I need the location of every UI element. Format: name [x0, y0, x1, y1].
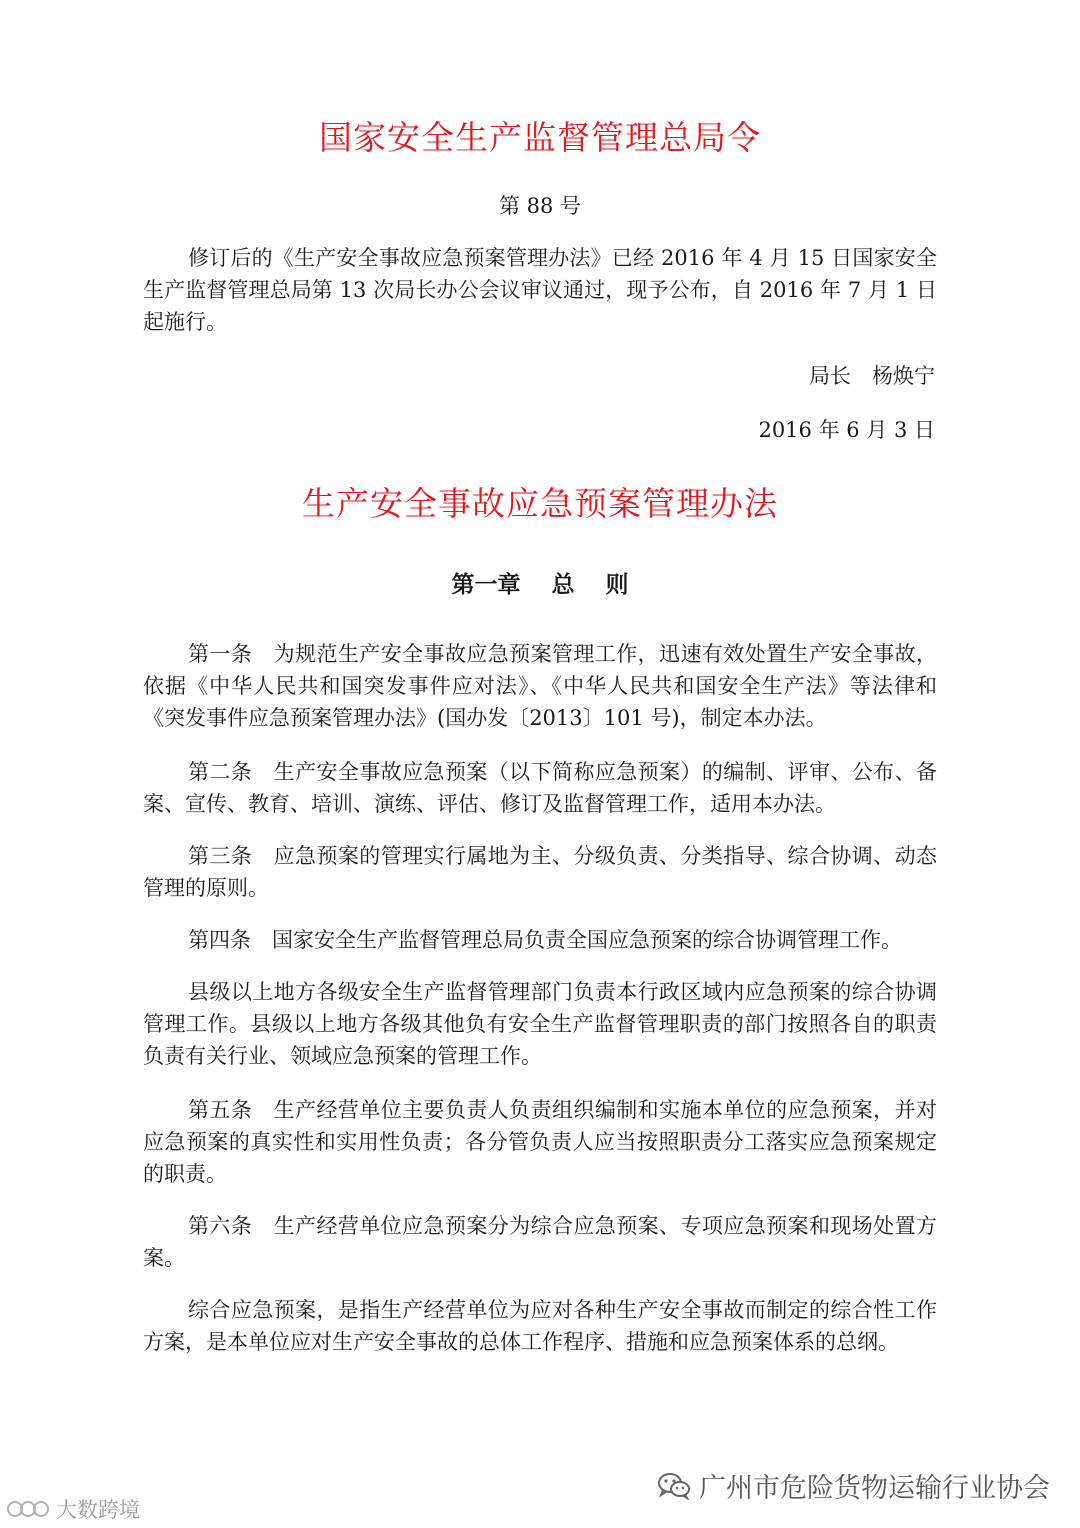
article-4: 第四条 国家安全生产监督管理总局负责全国应急预案的综合协调管理工作。 [188, 928, 902, 952]
article-5: 第五条 生产经营单位主要负责人负责组织编制和实施本单位的应急预案，并对应急预案的真实性和实用性负责；各分管负责人应当按照职责分工落实应急预案规定的职责。 [143, 1098, 937, 1186]
association-watermark [657, 1466, 1050, 1505]
wechat-icon [657, 1472, 691, 1500]
order-title: 国家安全生产监督管理总局令 [319, 118, 761, 157]
signature: 局长 杨焕宁 [809, 364, 935, 388]
brand-watermark [6, 1494, 140, 1524]
regulation-title: 生产安全事故应急预案管理办法 [302, 484, 778, 523]
article-1: 第一条 为规范生产安全事故应急预案管理工作，迅速有效处置生产安全事故，依据《中华人民共和国突发事件应对法》、《中华人民共和国安全生产法》等法律和《突发事件应急预案管理办法》(国办发〔2013〕101 号)，制定本办法。 [143, 642, 937, 730]
association-name: 广州市危险货物运输行业协会 [699, 1473, 1050, 1504]
brand-logo-icon [6, 1498, 52, 1520]
article-3: 第三条 应急预案的管理实行属地为主、分级负责、分类指导、综合协调、动态管理的原则。 [143, 844, 937, 900]
order-number: 第 88 号 [498, 194, 582, 218]
article-6: 第六条 生产经营单位应急预案分为综合应急预案、专项应急预案和现场处置方案。 [143, 1214, 937, 1270]
article-4-clause: 县级以上地方各级安全生产监督管理部门负责本行政区域内应急预案的综合协调管理工作。县级以上地方各级其他负有安全生产监督管理职责的部门按照各自的职责负责有关行业、领域应急预案的管理工作。 [143, 980, 937, 1068]
brand-name: 大数跨境 [56, 1498, 140, 1522]
article-2: 第二条 生产安全事故应急预案（以下简称应急预案）的编制、评审、公布、备案、宣传、教育、培训、演练、评估、修订及监督管理工作，适用本办法。 [143, 760, 937, 816]
article-6-clause: 综合应急预案，是指生产经营单位为应对各种生产安全事故而制定的综合性工作方案，是本单位应对生产安全事故的总体工作程序、措施和应急预案体系的总纲。 [143, 1298, 937, 1354]
chapter-heading: 第一章 总 则 [451, 571, 629, 598]
order-date: 2016 年 6 月 3 日 [758, 418, 935, 442]
order-body: 修订后的《生产安全事故应急预案管理办法》已经 2016 年 4 月 15 日国家安全生产监督管理总局第 13 次局长办公会议审议通过，现予公布，自 2016 年 7 月 1 日起施行。 [143, 246, 937, 334]
